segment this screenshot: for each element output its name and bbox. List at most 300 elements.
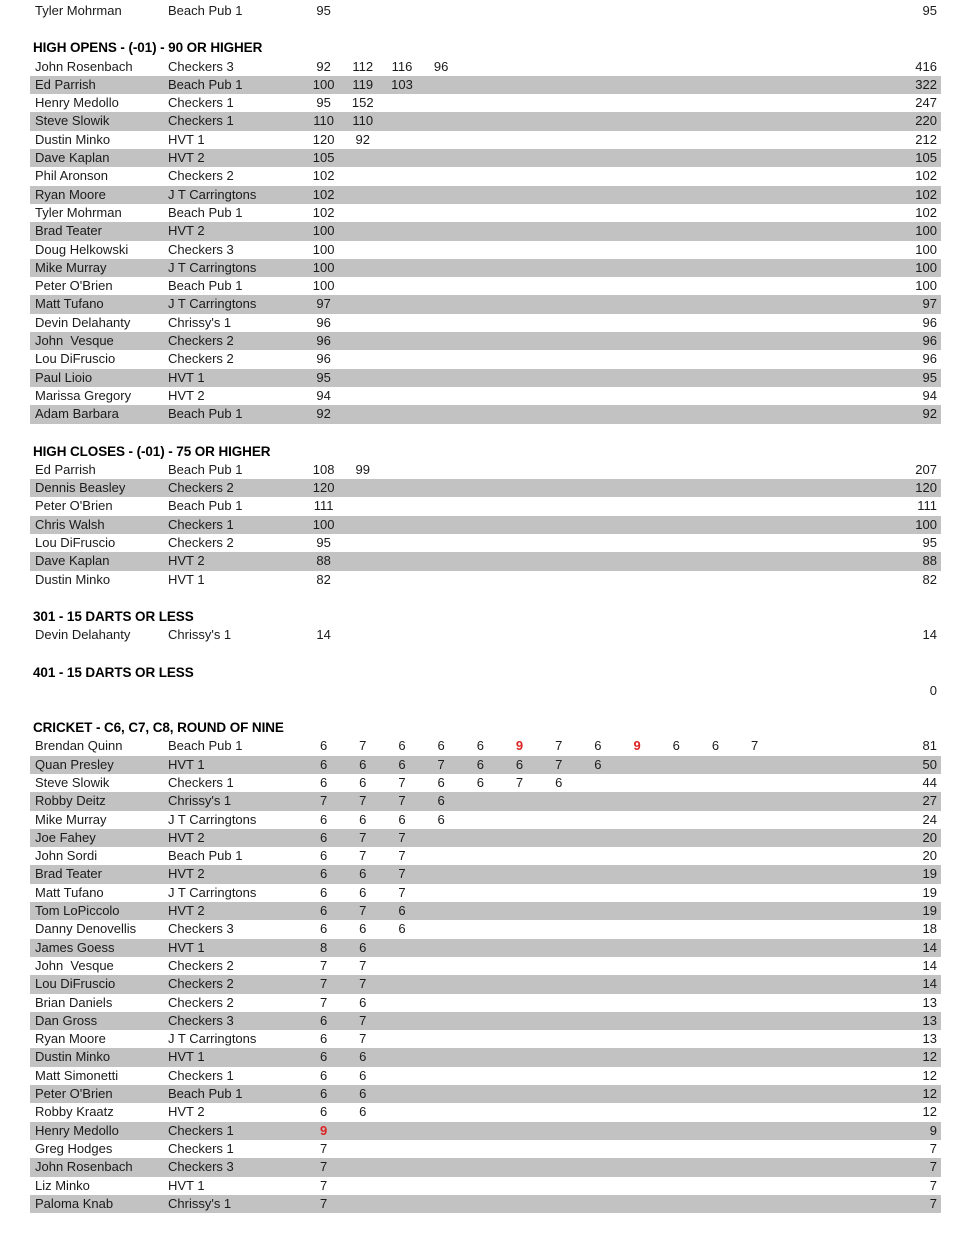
score-row <box>30 295 941 313</box>
section <box>0 608 974 645</box>
score-cell: 7 <box>319 976 328 992</box>
score-cell: 7 <box>359 829 367 845</box>
score-row <box>30 241 941 259</box>
score-cell: 7 <box>398 866 406 882</box>
total-cell: 12 <box>922 1086 937 1102</box>
score-cell: 95 <box>316 369 331 385</box>
total-cell: 247 <box>915 95 937 111</box>
section-title: CRICKET - C6, C7, C8, ROUND OF NINE <box>33 720 284 736</box>
score-row <box>30 387 941 405</box>
score-cell: 7 <box>398 793 406 809</box>
team-name: HVT 2 <box>168 223 205 239</box>
section-title: HIGH CLOSES - (-01) - 75 OR HIGHER <box>33 443 271 459</box>
score-cell: 111 <box>313 498 334 514</box>
score-row <box>30 222 941 240</box>
score-row <box>30 920 941 938</box>
score-cell: 6 <box>319 829 328 845</box>
score-cell: 6 <box>319 866 328 882</box>
score-cell: 6 <box>319 848 328 864</box>
score-cell: 110 <box>352 113 374 129</box>
score-row <box>30 516 941 534</box>
score-cell: 6 <box>359 811 367 827</box>
score-cell: 95 <box>316 95 331 111</box>
total-cell: 100 <box>915 516 937 532</box>
player-name: Lou DiFruscio <box>35 351 116 367</box>
score-cell: 152 <box>351 95 374 111</box>
score-cell: 7 <box>398 848 406 864</box>
total-cell: 9 <box>929 1122 937 1138</box>
score-cell: 7 <box>359 903 367 919</box>
player-name: Chris Walsh <box>35 516 105 532</box>
player-name: Ryan Moore <box>35 1031 106 1047</box>
total-cell: 14 <box>922 976 937 992</box>
score-cell: 14 <box>316 627 331 643</box>
total-cell: 7 <box>929 1177 937 1193</box>
player-name: Peter O'Brien <box>35 498 113 514</box>
team-name: Checkers 3 <box>168 1012 234 1028</box>
total-cell: 13 <box>922 1031 937 1047</box>
team-name: J T Carringtons <box>168 811 257 827</box>
total-cell: 12 <box>922 1067 937 1083</box>
total-cell: 20 <box>922 829 937 845</box>
score-cell: 96 <box>316 314 331 330</box>
score-cell: 112 <box>352 58 374 74</box>
total-cell: 95 <box>922 535 937 551</box>
total-cell: 50 <box>922 756 937 772</box>
team-name: HVT 2 <box>168 829 205 845</box>
score-row <box>30 792 941 810</box>
score-cell: 7 <box>555 756 563 772</box>
section <box>0 2 974 20</box>
total-cell: 0 <box>929 682 937 698</box>
player-name: Tyler Mohrman <box>35 204 122 220</box>
score-cell: 102 <box>312 186 335 202</box>
total-cell: 416 <box>915 58 937 74</box>
score-row <box>30 94 941 112</box>
score-cell: 6 <box>515 756 524 772</box>
score-cell: 100 <box>312 223 335 239</box>
score-cell: 6 <box>594 756 602 772</box>
total-cell: 97 <box>922 296 937 312</box>
team-name: HVT 1 <box>168 939 205 955</box>
score-cell: 6 <box>476 756 484 772</box>
player-name: James Goess <box>35 939 115 955</box>
section-title: HIGH OPENS - (-01) - 90 OR HIGHER <box>33 40 263 56</box>
total-cell: 102 <box>915 186 937 202</box>
player-name: Robby Deitz <box>35 793 106 809</box>
team-name: HVT 1 <box>168 1049 205 1065</box>
score-cell: 96 <box>316 351 331 367</box>
total-cell: 100 <box>915 259 937 275</box>
score-row <box>30 1085 941 1103</box>
player-name: Henry Medollo <box>35 1122 119 1138</box>
team-name: Chrissy's 1 <box>168 627 232 643</box>
score-cell: 92 <box>316 58 331 74</box>
score-cell: 6 <box>359 1104 367 1120</box>
score-cell: 6 <box>319 1031 328 1047</box>
score-cell: 6 <box>319 756 328 772</box>
team-name: Checkers 2 <box>168 480 234 496</box>
total-cell: 20 <box>922 848 937 864</box>
team-name: J T Carringtons <box>168 884 257 900</box>
score-row <box>30 1195 941 1213</box>
player-name: Dave Kaplan <box>35 150 110 166</box>
total-cell: 14 <box>922 627 937 643</box>
player-name: Brad Teater <box>35 866 102 882</box>
score-cell: 6 <box>476 738 484 754</box>
player-name: Mike Murray <box>35 811 107 827</box>
player-name: Steve Slowik <box>35 774 110 790</box>
player-name: Devin Delahanty <box>35 627 131 643</box>
player-name: Dustin Minko <box>35 1049 111 1065</box>
team-name: Checkers 3 <box>168 921 234 937</box>
total-cell: 111 <box>917 498 937 514</box>
team-name: Beach Pub 1 <box>168 278 243 294</box>
team-name: HVT 1 <box>168 369 205 385</box>
score-cell: 97 <box>316 296 331 312</box>
score-row <box>30 350 941 368</box>
player-name: Greg Hodges <box>35 1140 113 1156</box>
score-row <box>30 1122 941 1140</box>
player-name: Robby Kraatz <box>35 1104 114 1120</box>
team-name: Checkers 1 <box>168 516 234 532</box>
score-row <box>30 865 941 883</box>
score-cell: 6 <box>319 1104 328 1120</box>
player-name: John Vesque <box>35 333 114 349</box>
total-cell: 102 <box>915 204 937 220</box>
score-row <box>30 112 941 130</box>
section <box>0 39 974 423</box>
team-name: Checkers 1 <box>168 1140 234 1156</box>
score-cell: 7 <box>319 1195 328 1211</box>
score-cell: 100 <box>312 241 335 257</box>
total-cell: 12 <box>922 1104 937 1120</box>
score-row <box>30 847 941 865</box>
team-name: J T Carringtons <box>168 259 257 275</box>
player-name: Tom LoPiccolo <box>35 903 120 919</box>
score-cell: 7 <box>359 1031 367 1047</box>
score-row <box>30 497 941 515</box>
total-cell: 19 <box>922 866 937 882</box>
player-name: Danny Denovellis <box>35 921 137 937</box>
player-name: Doug Helkowski <box>35 241 129 257</box>
score-row <box>30 2 941 20</box>
score-cell: 6 <box>359 939 367 955</box>
score-cell: 6 <box>398 811 406 827</box>
total-cell: 100 <box>915 241 937 257</box>
score-row <box>30 975 941 993</box>
score-cell: 92 <box>355 131 371 147</box>
total-cell: 14 <box>922 957 937 973</box>
score-cell: 6 <box>359 1086 367 1102</box>
player-name: Dustin Minko <box>35 131 111 147</box>
score-cell: 6 <box>398 738 406 754</box>
score-row <box>30 149 941 167</box>
total-cell: 102 <box>915 168 937 184</box>
player-name: Adam Barbara <box>35 406 119 422</box>
score-cell: 6 <box>555 774 563 790</box>
player-name: Paloma Knab <box>35 1195 114 1211</box>
score-cell: 94 <box>316 387 331 403</box>
team-name: HVT 1 <box>168 1177 205 1193</box>
team-name: Beach Pub 1 <box>168 848 243 864</box>
player-name: Liz Minko <box>35 1177 90 1193</box>
score-row <box>30 552 941 570</box>
player-name: Quan Presley <box>35 756 114 772</box>
player-name: Ed Parrish <box>35 76 96 92</box>
score-cell: 99 <box>355 461 371 477</box>
player-name: Marissa Gregory <box>35 387 132 403</box>
score-row <box>30 884 941 902</box>
score-cell: 7 <box>359 976 367 992</box>
score-cell: 6 <box>319 903 328 919</box>
score-cell: 6 <box>398 921 406 937</box>
score-cell: 7 <box>437 756 445 772</box>
score-row <box>30 369 941 387</box>
total-cell: 92 <box>922 406 937 422</box>
score-cell: 7 <box>359 957 367 973</box>
score-cell: 108 <box>312 461 335 477</box>
score-cell: 110 <box>313 113 334 129</box>
player-name: Steve Slowik <box>35 113 110 129</box>
player-name: Brian Daniels <box>35 994 113 1010</box>
score-cell: 96 <box>433 58 449 74</box>
score-row <box>30 167 941 185</box>
score-row <box>30 957 941 975</box>
score-cell: 7 <box>319 793 328 809</box>
score-cell: 7 <box>319 1159 328 1175</box>
team-name: Beach Pub 1 <box>168 1086 243 1102</box>
player-name: Joe Fahey <box>35 829 96 845</box>
total-cell: 44 <box>922 774 937 790</box>
score-row <box>30 994 941 1012</box>
team-name: Checkers 2 <box>168 333 234 349</box>
team-name: J T Carringtons <box>168 186 257 202</box>
total-cell: 7 <box>929 1195 937 1211</box>
total-cell: 96 <box>922 333 937 349</box>
score-cell: 6 <box>319 884 328 900</box>
score-row <box>30 829 941 847</box>
total-cell: 105 <box>915 150 937 166</box>
player-name: Dave Kaplan <box>35 553 110 569</box>
score-cell: 6 <box>711 738 720 754</box>
player-name: Ed Parrish <box>35 461 96 477</box>
total-cell: 207 <box>915 461 937 477</box>
score-cell: 6 <box>437 738 445 754</box>
score-row <box>30 461 941 479</box>
section-title: 401 - 15 DARTS OR LESS <box>33 664 194 680</box>
score-cell: 6 <box>319 1067 328 1083</box>
player-name: Mike Murray <box>35 259 107 275</box>
score-cell: 6 <box>319 1049 328 1065</box>
team-name: HVT 2 <box>168 387 205 403</box>
score-cell: 120 <box>312 131 335 147</box>
player-name: Peter O'Brien <box>35 278 113 294</box>
total-cell: 96 <box>922 351 937 367</box>
score-cell: 92 <box>316 406 331 422</box>
team-name: HVT 2 <box>168 150 205 166</box>
total-cell: 24 <box>922 811 937 827</box>
team-name: HVT 1 <box>168 131 205 147</box>
player-name: Devin Delahanty <box>35 314 131 330</box>
score-cell: 7 <box>319 957 328 973</box>
total-cell: 7 <box>929 1140 937 1156</box>
player-name: Lou DiFruscio <box>35 976 116 992</box>
score-cell: 116 <box>391 58 413 74</box>
total-cell: 27 <box>922 793 937 809</box>
total-cell: 12 <box>922 1049 937 1065</box>
score-row <box>30 571 941 589</box>
section-title: 301 - 15 DARTS OR LESS <box>33 608 194 624</box>
score-row <box>30 405 941 423</box>
score-cell: 100 <box>312 76 335 92</box>
score-cell: 6 <box>437 793 445 809</box>
team-name: Beach Pub 1 <box>168 204 243 220</box>
score-cell: 6 <box>672 738 680 754</box>
player-name: Brendan Quinn <box>35 738 123 754</box>
team-name: Beach Pub 1 <box>168 3 243 18</box>
score-row <box>30 1177 941 1195</box>
score-row <box>30 1048 941 1066</box>
total-cell: 13 <box>922 1012 937 1028</box>
team-name: Checkers 2 <box>168 351 234 367</box>
total-cell: 100 <box>915 223 937 239</box>
total-cell: 212 <box>915 131 937 147</box>
score-cell: 7 <box>319 994 328 1010</box>
team-name: Chrissy's 1 <box>168 314 232 330</box>
score-row <box>30 277 941 295</box>
total-cell: 7 <box>929 1159 937 1175</box>
total-cell: 220 <box>915 113 937 129</box>
score-cell: 96 <box>316 333 331 349</box>
score-cell: 119 <box>352 76 374 92</box>
team-name: Checkers 1 <box>168 113 234 129</box>
team-name: Checkers 1 <box>168 774 234 790</box>
score-row <box>30 1012 941 1030</box>
total-cell: 81 <box>922 738 937 754</box>
score-row <box>30 58 941 76</box>
score-cell: 6 <box>359 884 367 900</box>
player-name: Paul Lioio <box>35 369 93 385</box>
score-cell: 7 <box>319 1140 328 1156</box>
score-row <box>30 1140 941 1158</box>
player-name: Lou DiFruscio <box>35 535 116 551</box>
score-cell: 6 <box>319 811 328 827</box>
player-name: John Rosenbach <box>35 1159 133 1175</box>
team-name: HVT 2 <box>168 903 205 919</box>
team-name: HVT 2 <box>168 553 205 569</box>
team-name: Beach Pub 1 <box>168 738 243 754</box>
player-name: John Sordi <box>35 848 98 864</box>
score-cell: 7 <box>319 1177 328 1193</box>
score-cell: 9 <box>319 1122 328 1138</box>
total-cell: 100 <box>915 278 937 294</box>
team-name: Checkers 3 <box>168 1159 234 1175</box>
score-cell: 95 <box>316 3 331 18</box>
score-row <box>30 902 941 920</box>
score-cell: 100 <box>312 516 335 532</box>
score-row <box>30 1158 941 1176</box>
section <box>0 443 974 589</box>
score-row <box>30 332 941 350</box>
player-name: Tyler Mohrman <box>35 3 122 18</box>
score-cell: 7 <box>515 774 524 790</box>
team-name: Checkers 2 <box>168 168 234 184</box>
score-cell: 100 <box>312 259 335 275</box>
score-cell: 9 <box>515 738 524 754</box>
section <box>0 664 974 701</box>
total-cell: 14 <box>922 939 937 955</box>
score-row <box>30 479 941 497</box>
score-cell: 7 <box>398 774 406 790</box>
team-name: HVT 1 <box>168 756 205 772</box>
score-cell: 7 <box>398 829 406 845</box>
score-row <box>30 186 941 204</box>
team-name: Beach Pub 1 <box>168 498 243 514</box>
score-row <box>30 76 941 94</box>
score-row <box>30 774 941 792</box>
score-row <box>30 756 941 774</box>
team-name: Checkers 2 <box>168 976 234 992</box>
total-cell: 322 <box>915 76 937 92</box>
score-cell: 105 <box>312 150 335 166</box>
player-name: Matt Simonetti <box>35 1067 119 1083</box>
team-name: Beach Pub 1 <box>168 461 243 477</box>
total-cell: 82 <box>922 571 937 587</box>
score-cell: 7 <box>359 793 367 809</box>
team-name: Checkers 1 <box>168 95 234 111</box>
score-cell: 6 <box>398 903 406 919</box>
score-cell: 88 <box>316 553 331 569</box>
score-cell: 6 <box>319 921 328 937</box>
total-cell: 94 <box>922 387 937 403</box>
score-cell: 7 <box>359 848 367 864</box>
team-name: Checkers 3 <box>168 58 234 74</box>
score-cell: 6 <box>319 1012 328 1028</box>
player-name: Ryan Moore <box>35 186 106 202</box>
score-cell: 120 <box>312 480 335 496</box>
player-name: Brad Teater <box>35 223 102 239</box>
player-name: John Vesque <box>35 957 114 973</box>
total-cell: 19 <box>922 903 937 919</box>
player-name: Dennis Beasley <box>35 480 126 496</box>
score-cell: 100 <box>312 278 335 294</box>
team-name: Checkers 3 <box>168 241 234 257</box>
score-cell: 6 <box>359 774 367 790</box>
total-cell: 96 <box>922 314 937 330</box>
total-cell: 95 <box>922 369 937 385</box>
score-cell: 102 <box>312 204 335 220</box>
score-cell: 6 <box>319 774 328 790</box>
score-row <box>30 811 941 829</box>
section <box>0 719 974 1213</box>
team-name: Checkers 2 <box>168 957 234 973</box>
score-row <box>30 534 941 552</box>
score-cell: 7 <box>751 738 759 754</box>
total-cell: 13 <box>922 994 937 1010</box>
score-cell: 6 <box>319 738 328 754</box>
score-cell: 6 <box>437 811 445 827</box>
team-name: Checkers 1 <box>168 1067 234 1083</box>
score-cell: 6 <box>359 1049 367 1065</box>
player-name: Dan Gross <box>35 1012 98 1028</box>
score-row <box>30 1067 941 1085</box>
score-cell: 7 <box>359 1012 367 1028</box>
team-name: HVT 1 <box>168 571 205 587</box>
score-row <box>30 131 941 149</box>
player-name: Peter O'Brien <box>35 1086 113 1102</box>
score-cell: 6 <box>319 1086 328 1102</box>
